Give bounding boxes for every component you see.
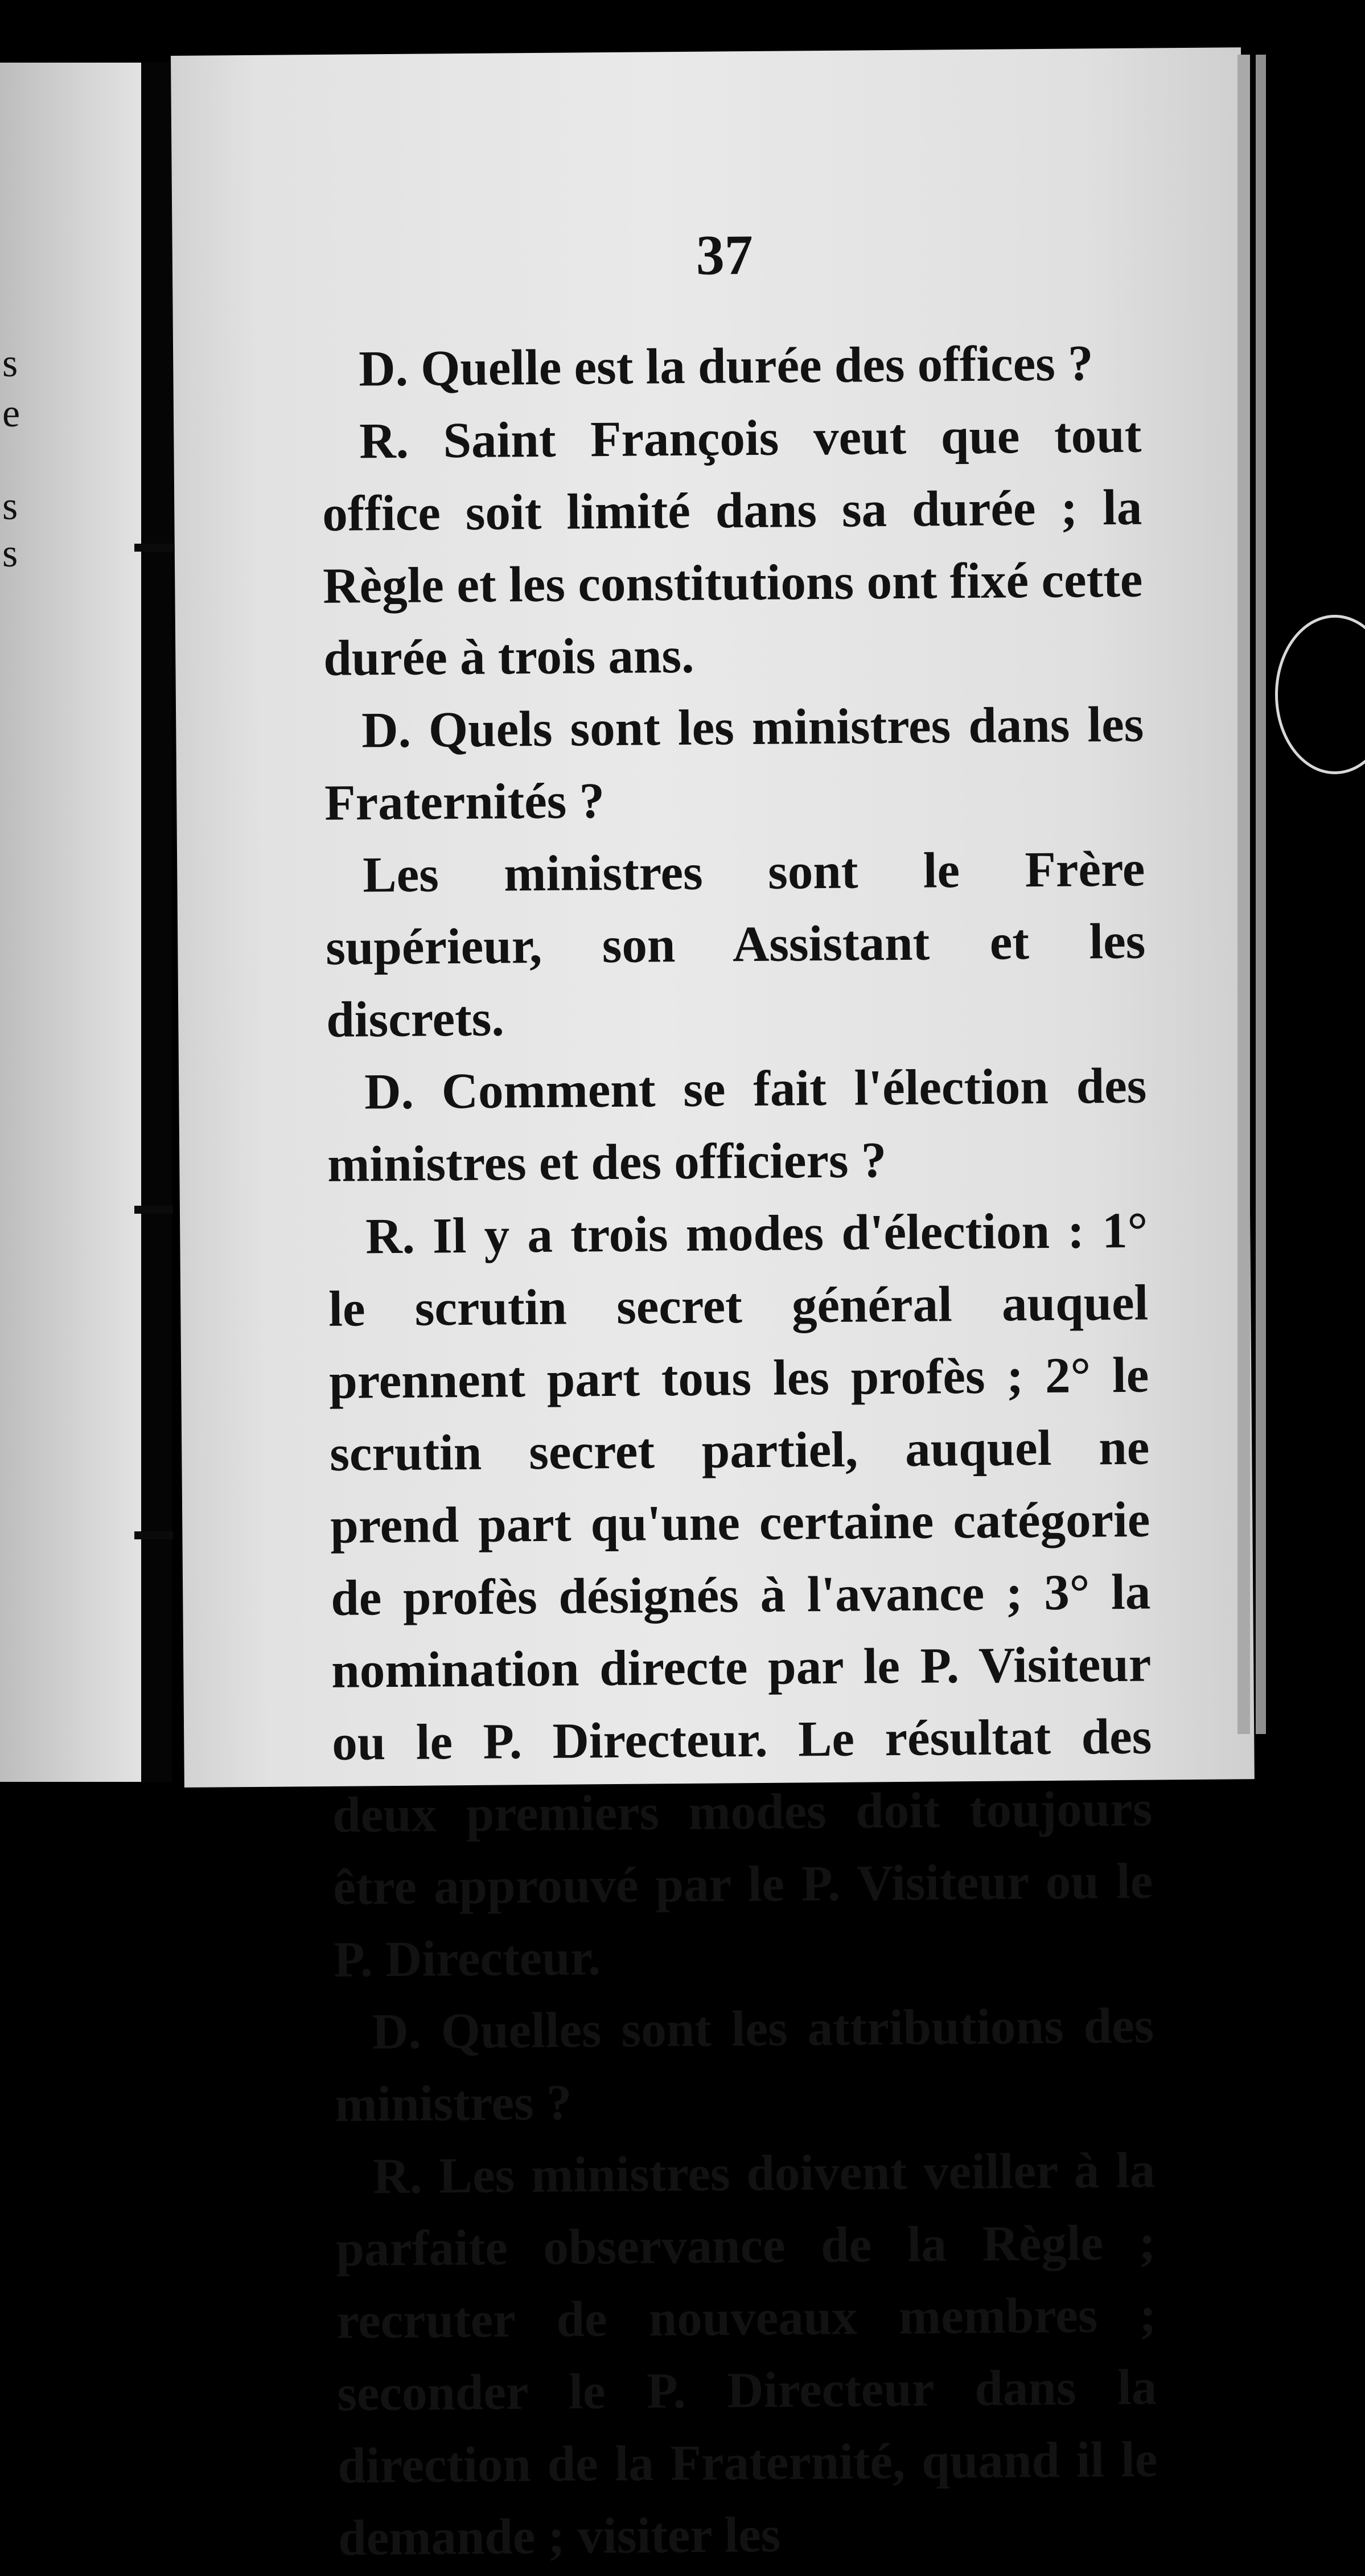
paragraph: R. Saint François veut que tout office soit limité dans sa durée ; la Règle et les constitutions ont fixé cette durée à trois ans. — [322, 407, 1143, 687]
left-page-fragment — [0, 63, 149, 1782]
body-text — [321, 327, 1158, 2575]
binding-stitch — [134, 544, 173, 552]
ring-loop — [1275, 615, 1365, 774]
paragraph: R. Les ministres doivent veiller à la parfaite observance de la Règle ; recruter de nouveaux membres ; seconder le P. Directeur dans la direction de la Fraternité, quand il le demande ; visiter les — [335, 2142, 1158, 2566]
right-page — [171, 47, 1255, 2566]
paragraph: D. Quels sont les ministres dans les Fraternités ? — [324, 696, 1144, 831]
page-edge — [1256, 55, 1266, 1734]
left-page-letter: e — [2, 392, 20, 436]
book-gutter — [141, 63, 172, 1782]
page-number: 37 — [696, 223, 754, 287]
paragraph: D. Quelles sont les attributions des ministres ? — [334, 1998, 1154, 2133]
paragraph: D. Comment se fait l'élection des ministres et des officiers ? — [327, 1058, 1147, 1193]
paragraph: Les ministres sont le Frère supérieur, son Assistant et les discrets. — [325, 841, 1146, 1048]
page-edge — [1237, 55, 1250, 1734]
left-page-letter: s — [2, 532, 18, 576]
paragraph: D. Quelle est la durée des offices ? — [358, 335, 1093, 397]
left-page-letter: s — [2, 484, 18, 528]
binding-stitch — [134, 1531, 173, 1539]
binding-stitch — [134, 1206, 173, 1214]
left-page-letter: s — [2, 342, 18, 385]
paragraph: R. Il y a trois modes d'élection : 1° le scrutin secret général auquel prennent part tous les profès ; 2° le scrutin secret partiel, auquel ne prend part qu'une certaine catégorie de profès désignés à l'avance ; 3° la nomination directe par le P. Visiteur ou le P. Directeur. Le résultat des deux premiers modes doit toujours être approuvé par le P. Visiteur ou le P. Directeur. — [328, 1202, 1153, 1988]
